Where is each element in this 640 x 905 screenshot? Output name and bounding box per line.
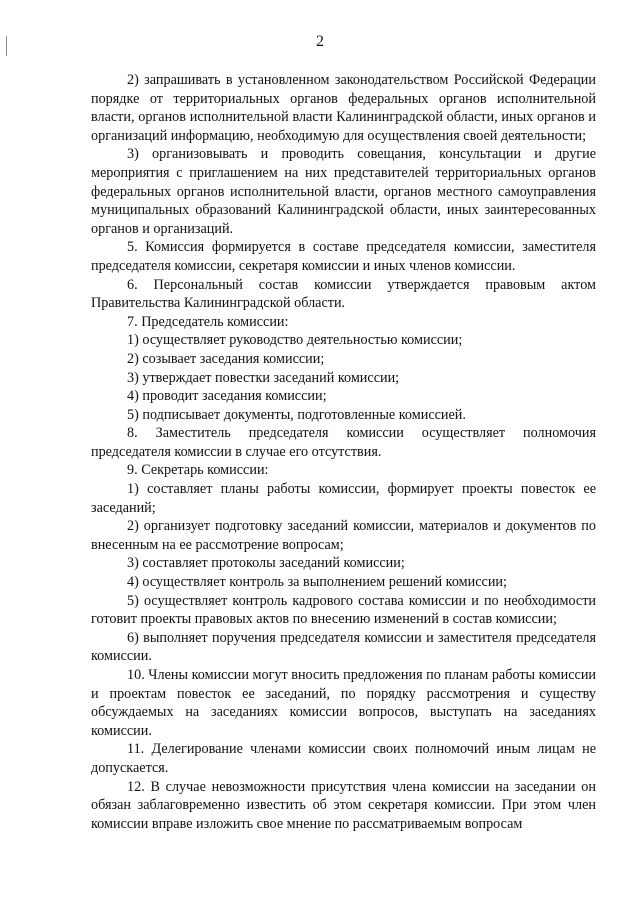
paragraph-7-1: 1) осуществляет руководство деятельностью комиссии; [127, 332, 463, 349]
paragraph-11-delegation: 11. Делегирование членами комиссии своих полномочий иным лицам не допускается. [91, 741, 596, 776]
paragraph-9-3: 3) составляет протоколы заседаний комиссии; [127, 555, 405, 572]
paragraph-8-deputy-chairman: 8. Заместитель председателя комиссии осуществляет полномочия председателя комиссии в случае его отсутствия. [91, 425, 596, 460]
paragraph-10-members-proposals: 10. Члены комиссии могут вносить предложения по планам работы комиссии и проектам повесток ее заседаний, по порядку рассмотрения и существу обсуждаемых на заседаниях комиссии вопросов, выступать на заседаниях комиссии. [91, 667, 596, 739]
paragraph-12-absence: 12. В случае невозможности присутствия члена комиссии на заседании он обязан заблаговременно известить об этом секретаря комиссии. При этом член комиссии вправе изложить свое мнение по рассматриваемым вопросам [91, 778, 596, 832]
paragraph-7-4: 4) проводит заседания комиссии; [127, 388, 327, 405]
paragraph-9-4: 4) осуществляет контроль за выполнением решений комиссии; [127, 574, 507, 591]
paragraph-9-secretary-heading: 9. Секретарь комиссии: [127, 462, 269, 479]
document-body [91, 71, 596, 833]
page-number: 2 [316, 33, 324, 50]
paragraph-9-2: 2) организует подготовку заседаний комиссии, материалов и документов по внесенным на ее рассмотрение вопросам; [91, 518, 596, 553]
paragraph-7-chairman-heading: 7. Председатель комиссии: [127, 313, 289, 330]
paragraph-7-5: 5) подписывает документы, подготовленные комиссией. [127, 406, 466, 423]
paragraph-9-6: 6) выполняет поручения председателя комиссии и заместителя председателя комиссии. [91, 629, 596, 665]
paragraph-7-3: 3) утверждает повестки заседаний комиссии; [127, 369, 400, 386]
paragraph-9-1: 1) составляет планы работы комиссии, формирует проекты повесток ее заседаний; [91, 481, 596, 516]
paragraph-2-request-information: 2) запрашивать в установленном законодательством Российской Федерации порядке от территориальных органов федеральных органов исполнительной власти, органов исполнительной власти Калининградской области, иных органов и организаций информацию, необходимую для осуществления своей деятельности; [91, 72, 596, 144]
paragraph-3-organize-meetings: 3) организовывать и проводить совещания, консультации и другие мероприятия с приглашением на них представителей территориальных органов федеральных органов исполнительной власти, органов местного самоуправления муниципальных образований Калининградской области, иных заинтересованных органов и организаций. [91, 146, 596, 237]
paragraph-6-personal-composition: 6. Персональный состав комиссии утверждается правовым актом Правительства Калининградской области. [91, 276, 596, 312]
paragraph-9-5: 5) осуществляет контроль кадрового состава комиссии и по необходимости готовит проекты правовых актов по внесению изменений в состав комиссии; [91, 592, 596, 628]
paragraph-7-2: 2) созывает заседания комиссии; [127, 350, 325, 367]
paragraph-5-commission-composition: 5. Комиссия формируется в составе председателя комиссии, заместителя председателя комиссии, секретаря комиссии и иных членов комиссии. [91, 239, 596, 274]
